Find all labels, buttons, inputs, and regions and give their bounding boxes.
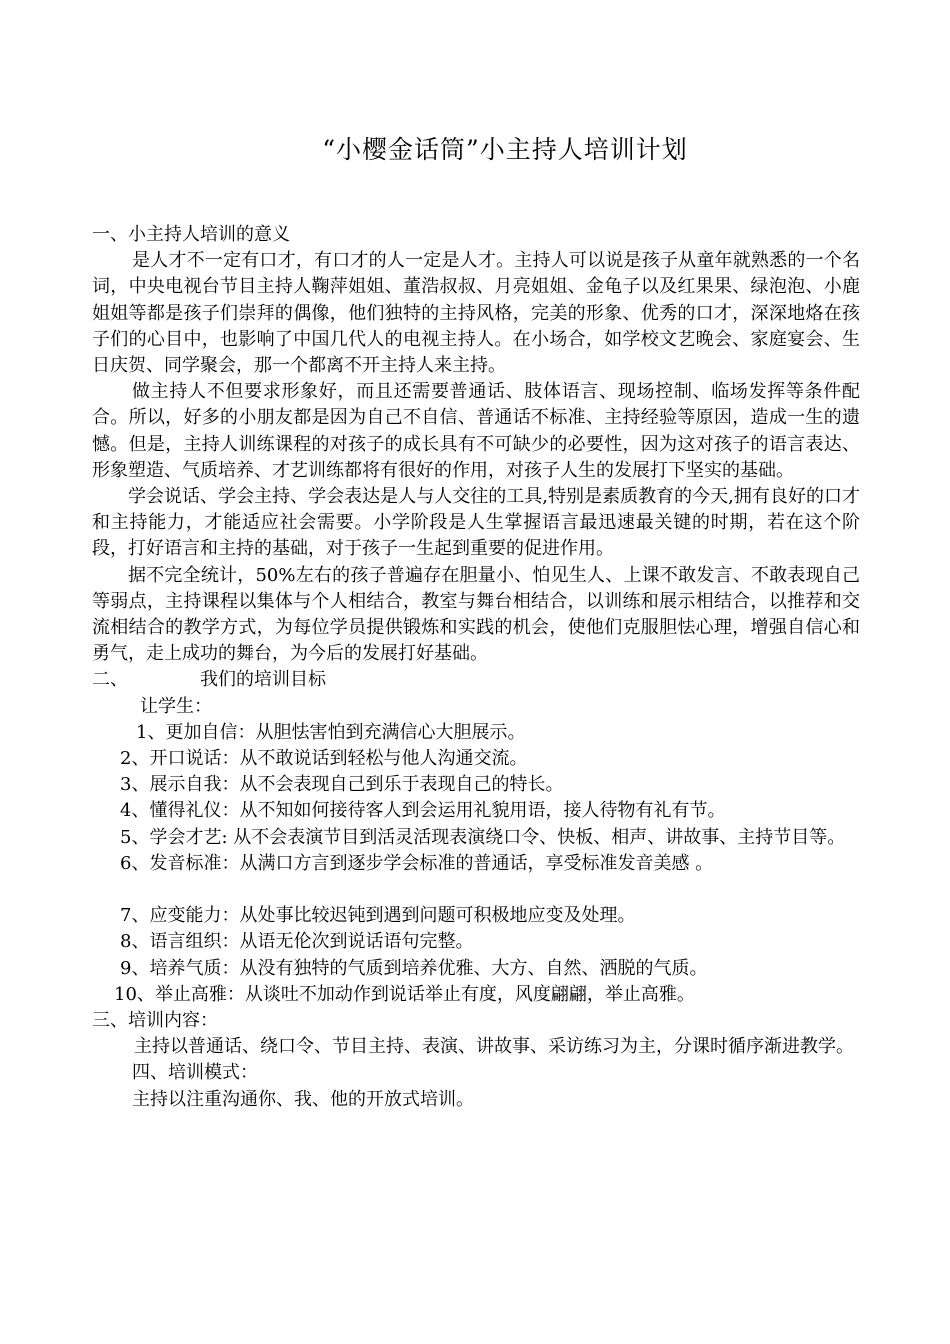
page-title: “小樱金话筒”小主持人培训计划 bbox=[322, 135, 688, 164]
section-2-intro: 让学生： bbox=[140, 695, 212, 717]
section-1-paragraph-2: 做主持人不但要求形象好，而且还需要普通话、肢体语言、现场控制、临场发挥等条件配合。所以，好多的小朋友都是因为自己不自信、普通话不标准、主持经验等原因，造成一生的遗憾。但是，主持人训练课程的对孩子的成长具有不可缺少的必要性，因为这对孩子的语言表达、形象塑造、气质培养、才艺训练都将有很好的作用，对孩子人生的发展打下坚实的基础。 bbox=[92, 381, 860, 481]
section-2-heading-text: 我们的培训目标 bbox=[200, 669, 326, 691]
section-4-text: 主持以注重沟通你、我、他的开放式培训。 bbox=[132, 1088, 474, 1110]
section-2-heading bbox=[92, 667, 860, 693]
goal-item: 10、举止高雅：从谈吐不加动作到说话举止有度，风度翩翩，举止高雅。 bbox=[114, 983, 695, 1005]
goal-item: 8、语言组织：从语无伦次到说话语句完整。 bbox=[120, 931, 474, 953]
goal-item: 9、培养气质：从没有独特的气质到培养优雅、大方、自然、洒脱的气质。 bbox=[120, 957, 708, 979]
section-3-heading: 三、培训内容： bbox=[92, 1010, 218, 1032]
section-1-heading: 一、小主持人培训的意义 bbox=[92, 224, 290, 245]
goal-item: 4、懂得礼仪：从不知如何接待客人到会运用礼貌用语，接人待物有礼有节。 bbox=[120, 800, 726, 822]
section-1-paragraph-4: 据不完全统计，50%左右的孩子普遍存在胆量小、怕见生人、上课不敢发言、不敢表现自己等弱点，主持课程以集体与个人相结合，教室与舞台相结合，以训练和展示相结合，以推荐和交流相结合的教学方式，为每位学员提供锻炼和实践的机会，使他们克服胆怯心理，增强自信心和勇气，走上成功的舞台，为今后的发展打好基础。 bbox=[92, 564, 860, 665]
section-1-paragraph-1: 是人才不一定有口才，有口才的人一定是人才。主持人可以说是孩子从童年就熟悉的一个名词，中央电视台节目主持人鞠萍姐姐、董浩叔叔、月亮姐姐、金龟子以及红果果、绿泡泡、小鹿姐姐等都是孩子们崇拜的偶像，他们独特的主持风格，完美的形象、优秀的口才，深深地烙在孩子们的心目中，也影响了中国几代人的电视主持人。在小场合，如学校文艺晚会、家庭宴会、生日庆贺、同学聚会，那一个都离不开主持人来主持。 bbox=[92, 250, 860, 377]
document-body bbox=[92, 222, 860, 1113]
goal-item: 6、发音标准：从满口方言到逐步学会标准的普通话，享受标准发音美感 。 bbox=[120, 852, 714, 874]
goal-item: 1、更加自信：从胆怯害怕到充满信心大胆展示。 bbox=[136, 721, 526, 743]
goal-item: 5、学会才艺: 从不会表演节目到活灵活现表演绕口令、快板、相声、讲故事、主持节目等。 bbox=[120, 826, 846, 848]
goal-item: 2、开口说话：从不敢说话到轻松与他人沟通交流。 bbox=[120, 748, 528, 770]
section-2-heading-number: 二、 bbox=[92, 669, 128, 691]
section-1-paragraph-3: 学会说话、学会主持、学会表达是人与人交往的工具,特别是素质教育的今天,拥有良好的口才和主持能力，才能适应社会需要。小学阶段是人生掌握语言最迅速最关键的时期，若在这个阶段，打好语言和主持的基础，对于孩子一生起到重要的促进作用。 bbox=[92, 486, 860, 560]
goal-item: 3、展示自我：从不会表现自己到乐于表现自己的特长。 bbox=[120, 774, 564, 796]
section-3-text: 主持以普通话、绕口令、节目主持、表演、讲故事、采访练习为主，分课时循序渐进教学。 bbox=[134, 1036, 854, 1058]
section-4-heading: 四、培训模式： bbox=[132, 1062, 258, 1084]
goal-item: 7、应变能力：从处事比较迟钝到遇到问题可积极地应变及处理。 bbox=[120, 905, 636, 927]
